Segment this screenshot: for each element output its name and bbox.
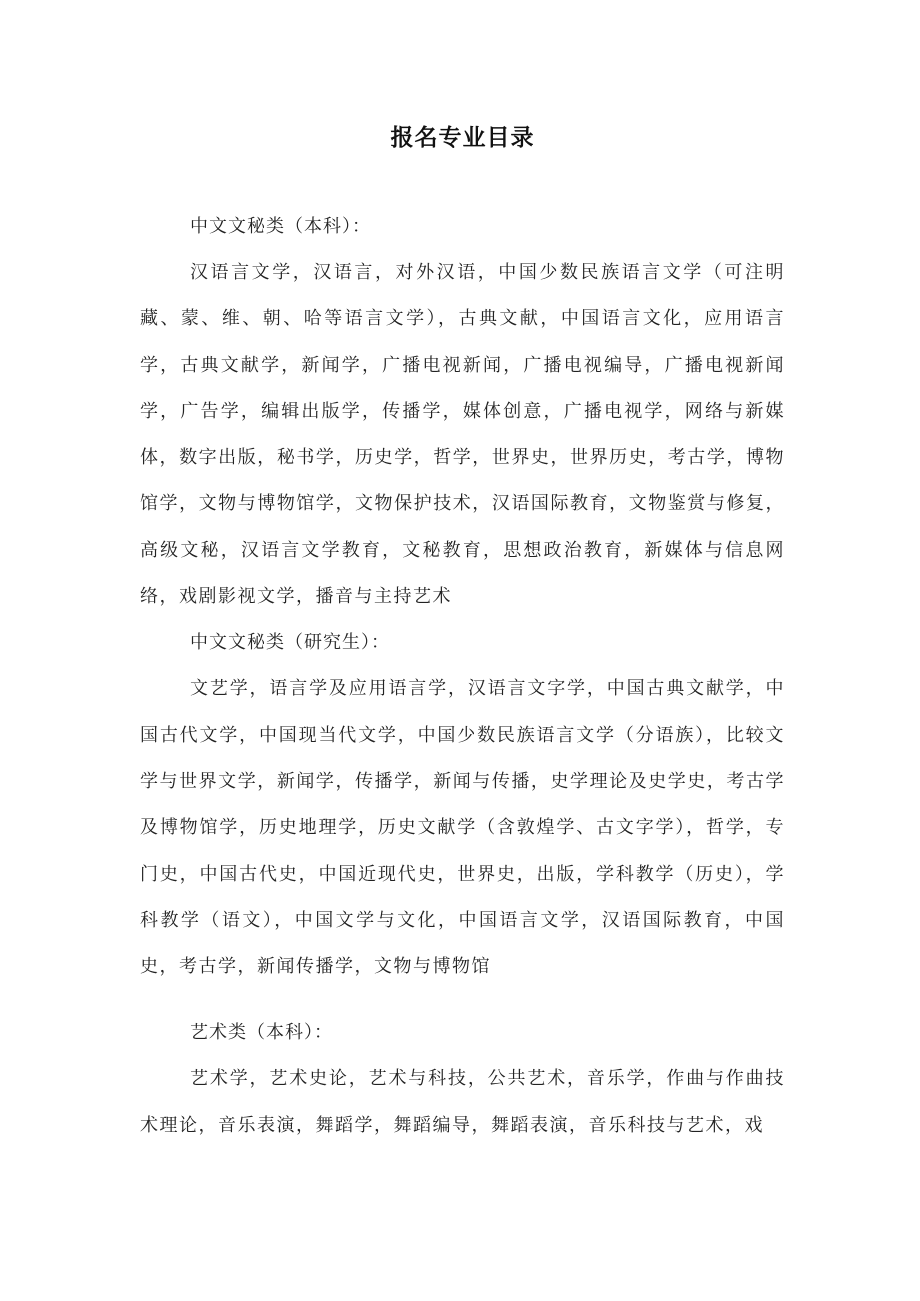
category-section-chinese-secretarial-undergraduate xyxy=(140,204,785,620)
category-heading: 中文文秘类（研究生）： xyxy=(190,632,390,654)
category-heading: 艺术类（本科）： xyxy=(190,1022,333,1044)
page-title: 报名专业目录 xyxy=(390,125,535,151)
category-major-list: 艺术学，艺术史论，艺术与科技，公共艺术，音乐学，作曲与作曲技术理论，音乐表演，舞蹈学，舞蹈编导，舞蹈表演，音乐科技与艺术，戏 xyxy=(140,1068,785,1136)
category-major-list: 汉语言文学，汉语言，对外汉语，中国少数民族语言文学（可注明藏、蒙、维、朝、哈等语言文学），古典文献，中国语言文化，应用语言学，古典文献学，新闻学，广播电视新闻，广播电视编导，广播电视新闻学，广告学，编辑出版学，传播学，媒体创意，广播电视学，网络与新媒体，数字出版，秘书学，历史学，哲学，世界史，世界历史，考古学，博物馆学，文物与博物馆学，文物保护技术，汉语国际教育，文物鉴赏与修复，高级文秘，汉语言文学教育，文秘教育，思想政治教育，新媒体与信息网络，戏剧影视文学，播音与主持艺术 xyxy=(140,262,785,608)
category-major-list: 文艺学，语言学及应用语言学，汉语言文字学，中国古典文献学，中国古代文学，中国现当代文学，中国少数民族语言文学（分语族），比较文学与世界文学，新闻学，传播学，新闻与传播，史学理论及史学史，考古学及博物馆学，历史地理学，历史文献学（含敦煌学、古文字学），哲学，专门史，中国古代史，中国近现代史，世界史，出版，学科教学（历史），学科教学（语文），中国文学与文化，中国语言文学，汉语国际教育，中国史，考古学，新闻传播学，文物与博物馆 xyxy=(140,678,785,978)
category-section-chinese-secretarial-graduate xyxy=(140,620,785,990)
category-section-arts-undergraduate xyxy=(140,1010,785,1149)
document-page xyxy=(140,0,785,1149)
category-heading: 中文文秘类（本科）： xyxy=(190,216,371,237)
